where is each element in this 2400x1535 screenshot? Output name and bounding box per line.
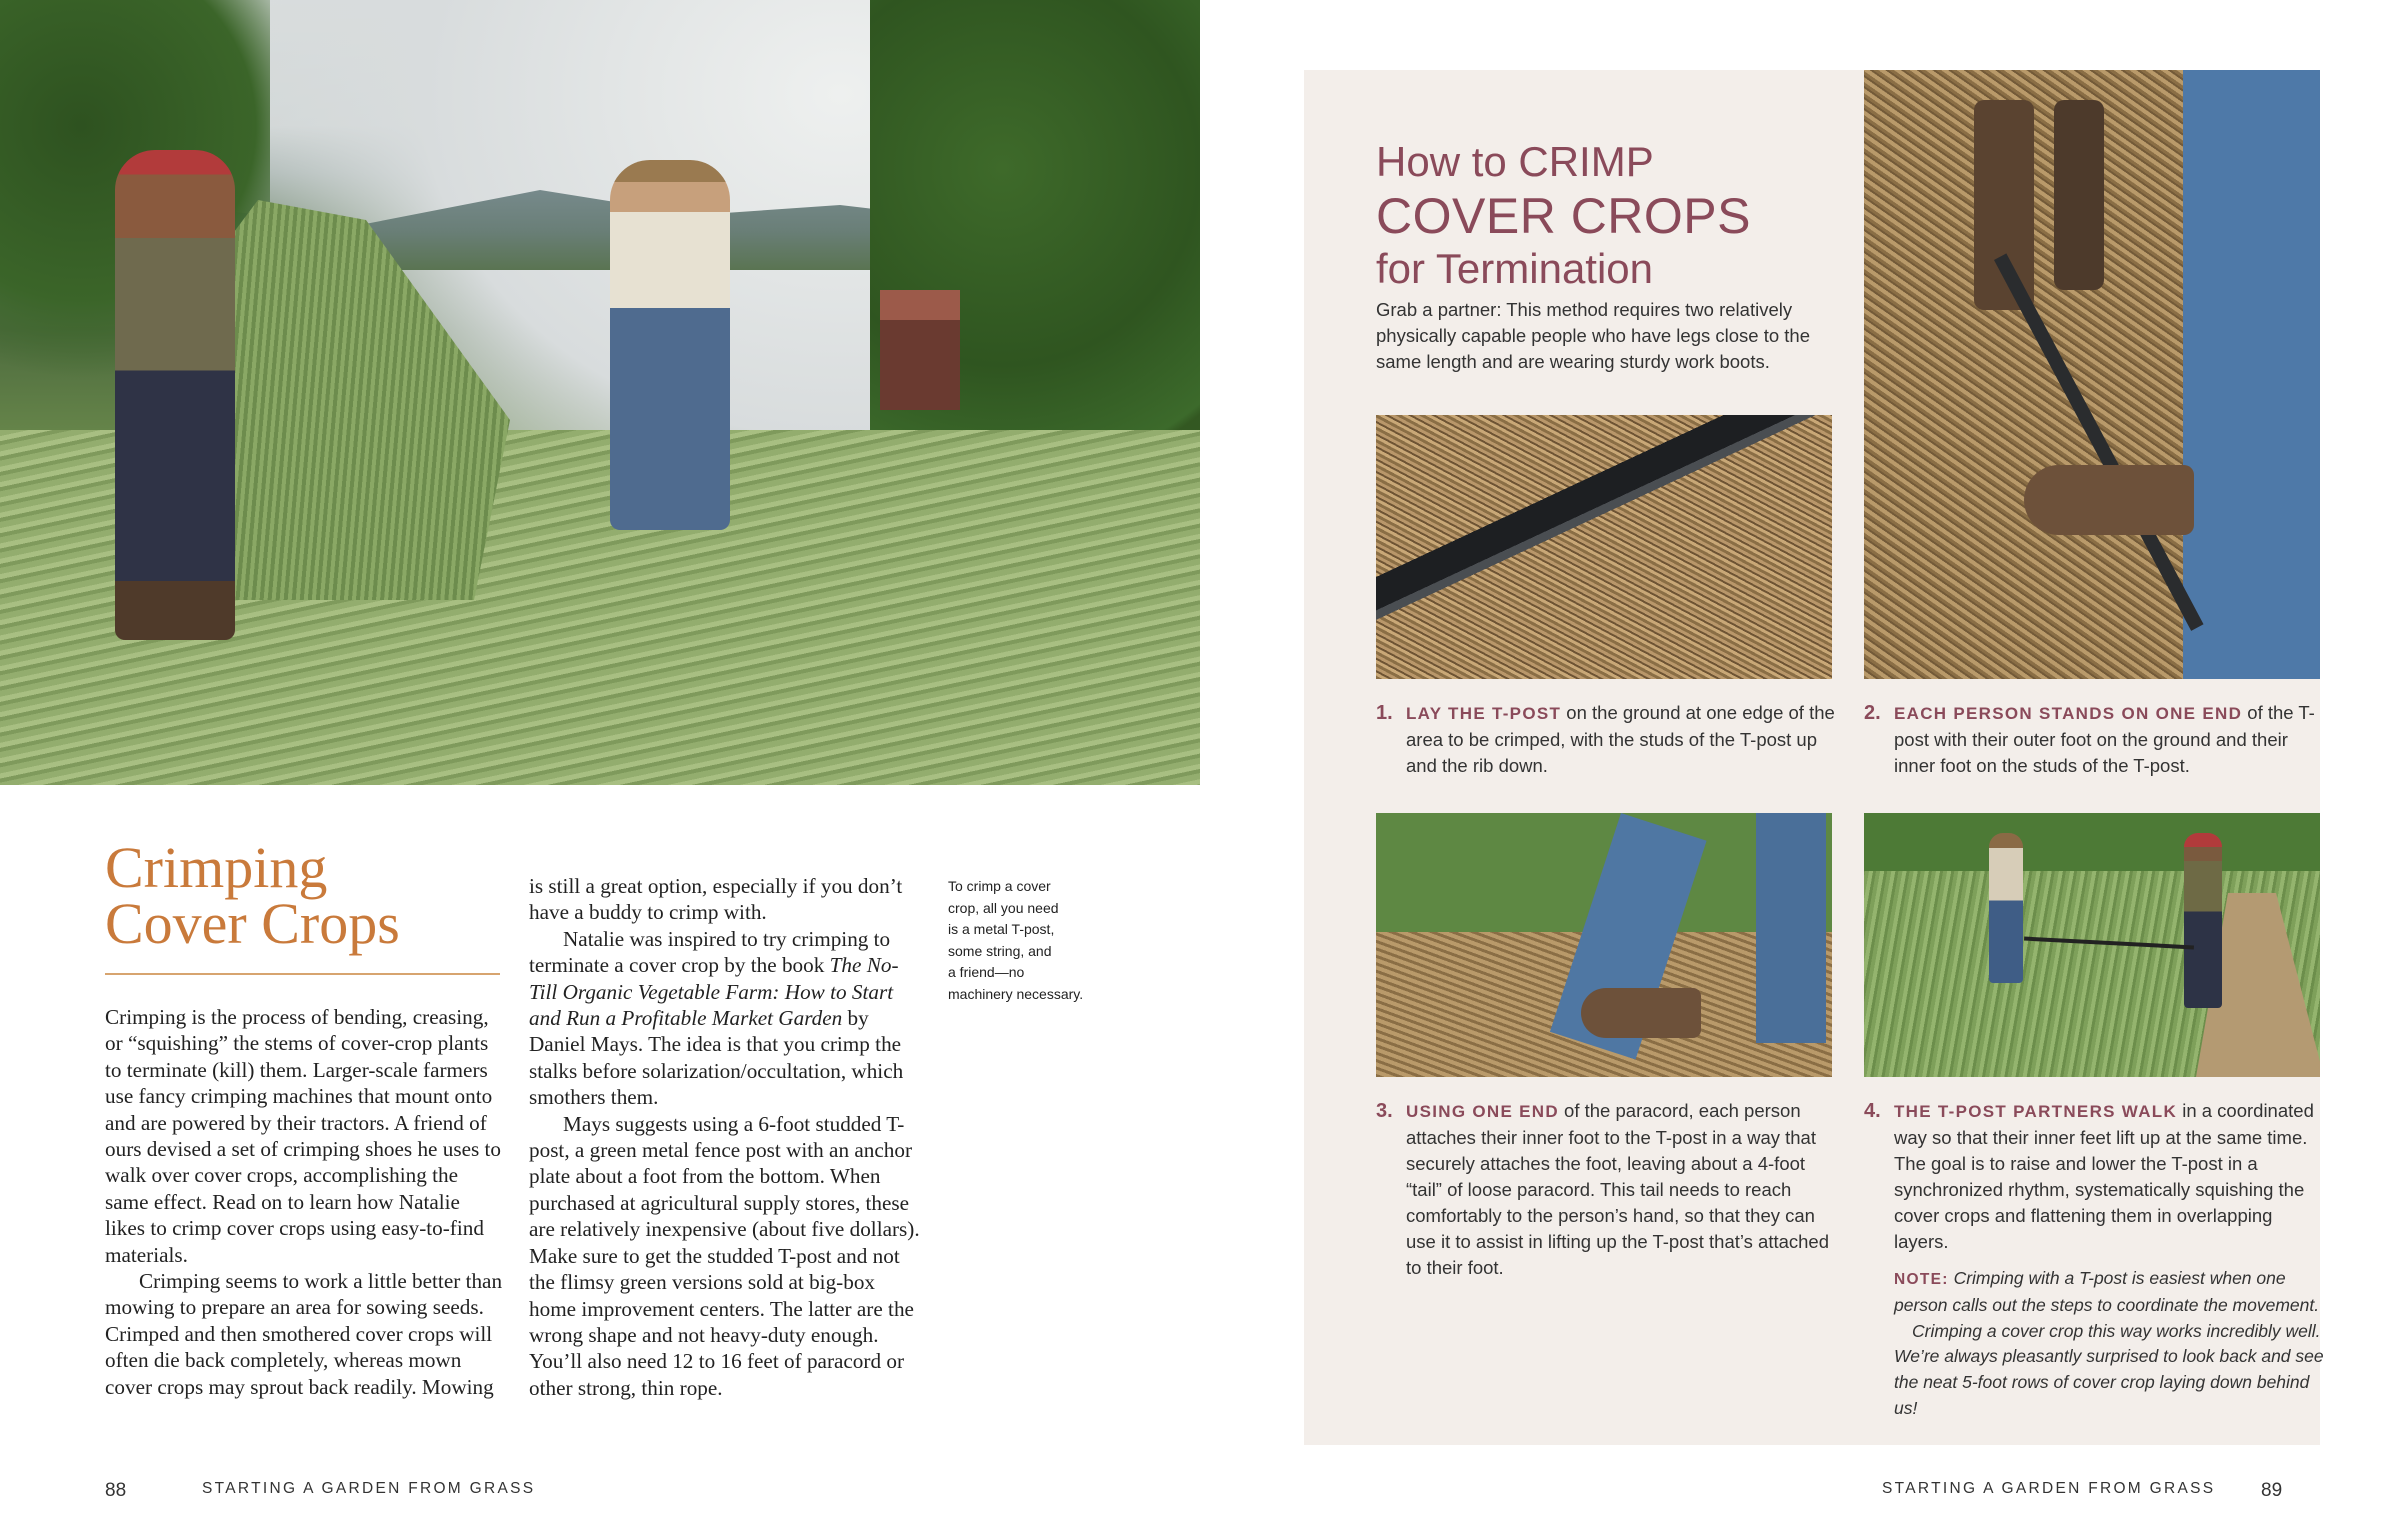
person-red-cap	[115, 150, 235, 640]
step-number: 4.	[1864, 1100, 1881, 1122]
book-title: The No-Till Organic Vegetable Farm: How to Start and Run a Profitable Market Garden	[529, 953, 899, 1031]
paragraph: Crimping seems to work a little better than mowing to prepare an area for sowing seeds. Crimped and then smothered cover crops will often die back completely, whereas mown cover crops may sprout back readily. Mowing	[105, 1269, 503, 1399]
boot	[1581, 988, 1701, 1038]
step-number: 2.	[1864, 702, 1881, 724]
boot	[2054, 100, 2104, 290]
page-number-left	[105, 1480, 126, 1502]
section-title: Crimping Cover Crops	[105, 835, 400, 956]
body-column-2	[529, 873, 924, 1401]
text-run: Natalie was inspired to try crimping to terminate a cover crop by the book	[529, 926, 891, 978]
step-number: 3.	[1376, 1100, 1393, 1122]
photo-boots-on-tpost	[1864, 70, 2320, 679]
step-lead: USING ONE END	[1406, 1102, 1559, 1121]
running-head-left	[202, 1480, 535, 1498]
page-number: 89	[2261, 1480, 2283, 1501]
running-head-right	[1882, 1480, 2215, 1498]
step-3	[1376, 1098, 1836, 1281]
hero-photo-crimping-field	[0, 0, 1200, 785]
photo-caption: To crimp a cover crop, all you need is a metal T-post, some string, and a friend—no machinery necessary.	[948, 878, 1084, 1002]
step-text: in a coordinated way so that their inner feet lift up at the same time. The goal is to raise and lower the T-post in a synchronized rhythm, systematically squishing the cover crops and flattening them in overlapping layers.	[1894, 1100, 2314, 1252]
step-text: on the ground at one edge of the area to be crimped, with the studs of the T-post up and the rib down.	[1406, 702, 1835, 776]
title-rule	[105, 973, 500, 975]
paragraph: Crimping is the process of bending, creasing, or “squishing” the stems of cover-crop plants to terminate (kill) them. Larger-scale farmers use fancy crimping machines that mount onto and are powered by their tractors. A friend of ours devised a set of crimping shoes he uses to walk over cover crops, accomplishing the same effect. Read on to learn how Natalie likes to crimp cover crops using easy-to-find materials.	[105, 1005, 502, 1267]
step-number: 1.	[1376, 702, 1393, 724]
photo-tpost-on-ground	[1376, 415, 1832, 679]
intro-text: Grab a partner: This method requires two relatively physically capable people who have legs close to the same length and are wearing sturdy work boots.	[1376, 299, 1811, 372]
text-run: by Daniel Mays. The idea is that you crimp the stalks before solarization/occultation, which smothers them.	[529, 1006, 904, 1110]
step-lead: THE T-POST PARTNERS WALK	[1894, 1102, 2178, 1121]
step-body	[1894, 1098, 2324, 1255]
boot	[2024, 465, 2194, 535]
person-red-cap	[2184, 833, 2222, 1008]
step-lead: LAY THE T-POST	[1406, 704, 1562, 723]
step-body	[1406, 700, 1836, 779]
paragraph: Mays suggests using a 6-foot studded T-post, a green metal fence post with an anchor plate about a foot from the bottom. When purchased at agricultural supply stores, these are relatively inexpensive (about five dollars). Make sure to get the studded T-post and not the flimsy green versions sold at big-box home improvement centers. The latter are the wrong shape and not heavy-duty enough. You’ll also need 12 to 16 feet of paracord or other strong, thin rope.	[529, 1111, 920, 1400]
note	[1894, 1266, 2324, 1422]
title-line-2: COVER CROPS	[1376, 188, 1752, 244]
title-line-1: How to CRIMP	[1376, 138, 1654, 185]
person-straw-hat	[610, 160, 730, 530]
running-head: STARTING A GARDEN FROM GRASS	[202, 1480, 536, 1497]
step-body	[1406, 1098, 1836, 1281]
paragraph	[529, 926, 924, 1111]
step-lead: EACH PERSON STANDS ON ONE END	[1894, 704, 2243, 723]
photo-tying-paracord	[1376, 813, 1832, 1077]
note-text: Crimping a cover crop this way works incredibly well. We’re always pleasantly surprised to look back and see the neat 5-foot rows of cover crop laying down behind us!	[1894, 1320, 2324, 1418]
note-label: NOTE:	[1894, 1271, 1949, 1288]
page-number-right	[2261, 1480, 2282, 1502]
cabin	[880, 290, 960, 410]
step-text: of the paracord, each person attaches their inner foot to the T-post in a way that securely attaches the foot, leaving about a 4-foot “tail” of loose paracord. This tail needs to reach comfortably to the person’s hand, so that they can use it to assist in lifting up the T-post that’s attached to their foot.	[1406, 1100, 1830, 1278]
note-text: Crimping with a T-post is easiest when one person calls out the steps to coordinate the movement.	[1894, 1268, 2320, 1315]
leg	[1756, 813, 1826, 1043]
step-text: of the T-post with their outer foot on the ground and their inner foot on the studs of the T-post.	[1894, 702, 2315, 776]
tpost	[2024, 937, 2194, 950]
person-straw-hat	[1989, 833, 2023, 983]
step-2	[1864, 700, 2324, 779]
running-head: STARTING A GARDEN FROM GRASS	[1882, 1480, 2216, 1497]
step-1	[1376, 700, 1836, 779]
howto-title	[1376, 135, 1751, 295]
body-column-1	[105, 1004, 505, 1400]
paragraph: is still a great option, especially if you don’t have a buddy to crimp with.	[529, 874, 903, 925]
step-body	[1894, 700, 2324, 779]
title-line-3: for Termination	[1376, 245, 1654, 292]
right-page	[1200, 0, 2400, 1535]
photo-partners-walking	[1864, 813, 2320, 1077]
step-4	[1864, 1098, 2324, 1255]
page-number: 88	[105, 1480, 127, 1501]
tpost	[1994, 253, 2204, 630]
